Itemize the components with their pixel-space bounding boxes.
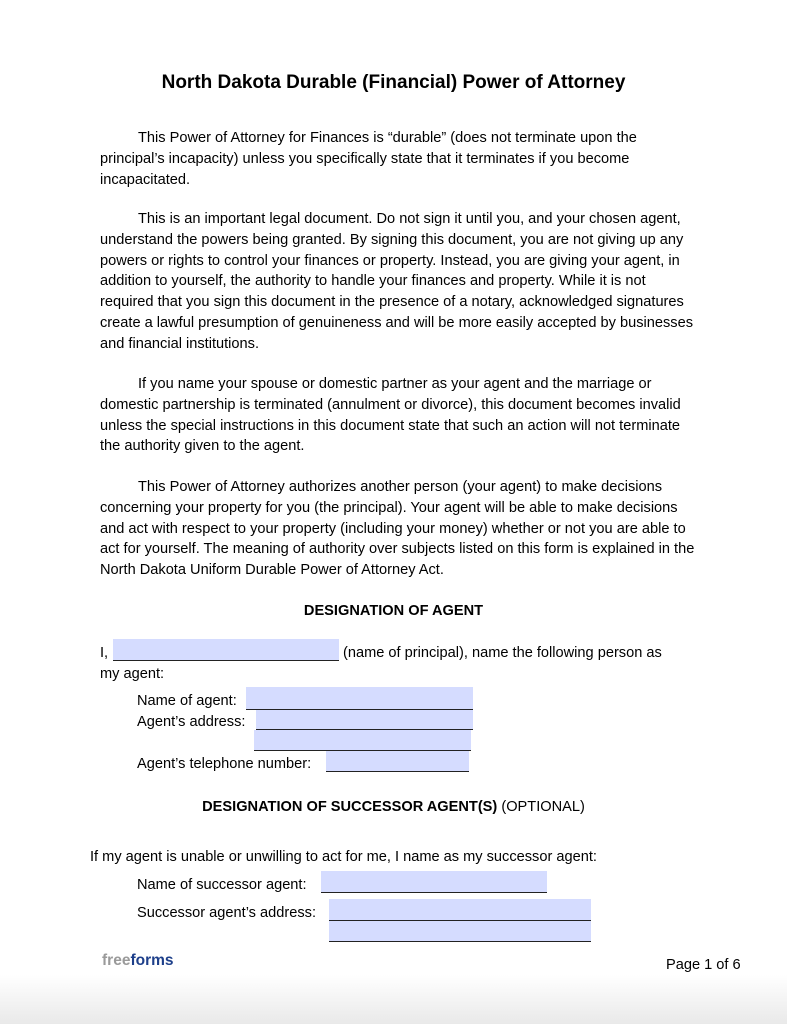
- successor-address-line1-field[interactable]: [329, 899, 591, 921]
- successor-name-field[interactable]: [321, 871, 547, 893]
- paragraph-authorization: This Power of Attorney authorizes another person (your agent) to make decisions concerning your property for you (the principal). Your agent will be able to make decisions and act with respect to your property (including your money) whether or not you are able to act for yourself. The meaning of authority over subjects listed on this form is explained in the North Dakota Uniform Durable Power of Attorney Act.: [100, 479, 695, 579]
- agent-address-line2-field[interactable]: [254, 730, 471, 751]
- designation-of-agent-heading: DESIGNATION OF AGENT: [303, 603, 484, 619]
- logo-forms-text: forms: [130, 952, 174, 969]
- agent-phone-field[interactable]: [326, 751, 469, 772]
- successor-address-label: Successor agent’s address:: [137, 905, 317, 921]
- agent-address-line1-field[interactable]: [256, 710, 473, 730]
- agent-name-field[interactable]: [246, 687, 473, 710]
- principal-suffix-line2: my agent:: [100, 666, 165, 682]
- successor-intro: If my agent is unable or unwilling to act for me, I name as my successor agent:: [90, 849, 597, 865]
- agent-phone-label: Agent’s telephone number:: [137, 756, 312, 772]
- successor-heading-optional: (OPTIONAL): [501, 799, 585, 815]
- page-number: Page 1 of 6: [666, 957, 741, 973]
- successor-agent-heading: [0, 799, 787, 815]
- paragraph-spouse: If you name your spouse or domestic partner as your agent and the marriage or domestic partnership is terminated (annulment or divorce), this document becomes invalid unless the special instructions in this document state that such an action will not terminate the authority given to the agent.: [100, 376, 681, 455]
- logo-free-text: free: [102, 952, 131, 969]
- successor-name-label: Name of successor agent:: [137, 877, 307, 893]
- agent-name-label: Name of agent:: [137, 693, 237, 709]
- freeforms-logo: [102, 952, 174, 970]
- paragraph-important-notice: This is an important legal document. Do not sign it until you, and your chosen agent, understand the powers being granted. By signing this document, you are not giving up any powers or rights to control your finances or property. Instead, you are giving your agent, in addition to yourself, the authority to handle your finances and property. While it is not required that you sign this document in the presence of a notary, acknowledged signatures create a lawful presumption of genuineness and will be more easily accepted by businesses and financial institutions.: [100, 211, 694, 352]
- document-title: North Dakota Durable (Financial) Power of Attorney: [161, 72, 626, 93]
- successor-address-line2-field[interactable]: [329, 921, 591, 942]
- principal-suffix: (name of principal), name the following person as: [343, 645, 662, 661]
- paragraph-durable: This Power of Attorney for Finances is “durable” (does not terminate upon the principal’s incapacity) unless you specifically state that it terminates if you become incapacitated.: [100, 130, 637, 188]
- agent-address-label: Agent’s address:: [137, 714, 246, 730]
- successor-heading-text: DESIGNATION OF SUCCESSOR AGENT(S): [202, 799, 498, 815]
- principal-name-field[interactable]: [113, 639, 339, 661]
- principal-prefix: I,: [100, 645, 109, 661]
